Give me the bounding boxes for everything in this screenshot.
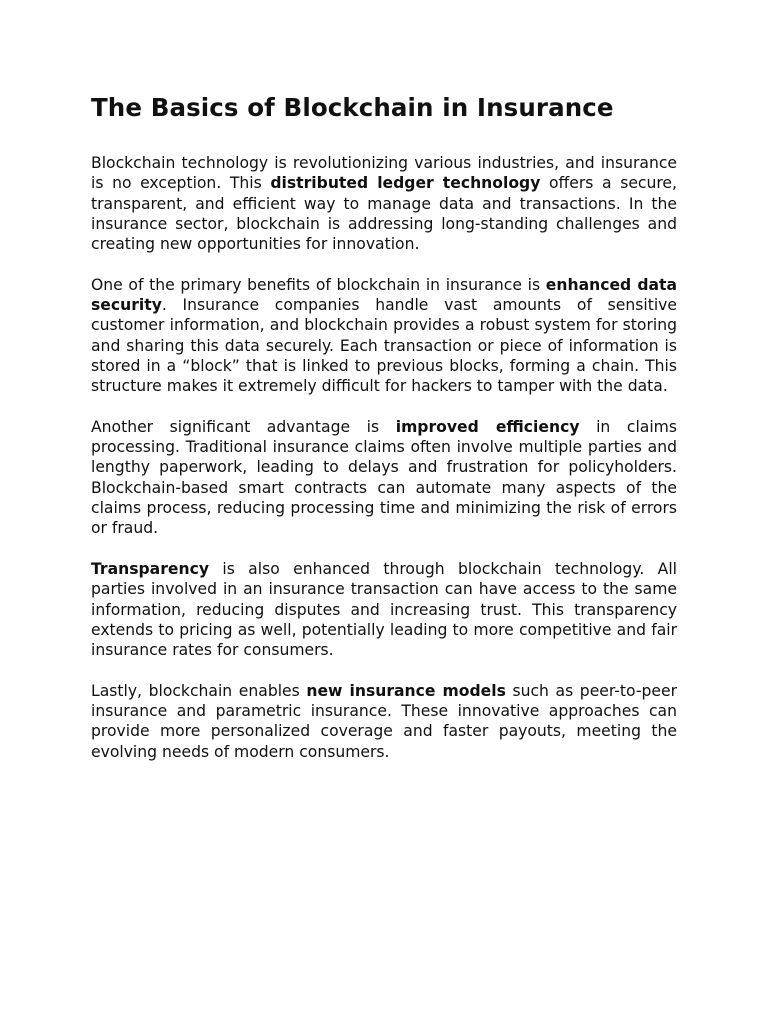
- paragraph-text: Blockchain technology is revolutionizing various industries, and insurance is no exception. This: [91, 154, 677, 193]
- paragraph-transparency: [91, 559, 677, 660]
- paragraph-new-models: [91, 681, 677, 762]
- paragraph-efficiency: [91, 417, 677, 539]
- bold-term-improved-efficiency: improved efficiency: [395, 417, 580, 436]
- page-title: The Basics of Blockchain in Insurance: [91, 93, 614, 122]
- bold-term-distributed-ledger: distributed ledger technology: [270, 174, 541, 193]
- paragraph-text: offers a secure, transparent, and efficient way to manage data and transactions. In the insurance sector, blockchain is addressing long-standing challenges and creating new opportunities for innovation.: [91, 174, 677, 254]
- paragraph-text: . Insurance companies handle vast amounts of sensitive customer information, and blockchain provides a robust system for storing and sharing this data securely. Each transaction or piece of information is stored in a “block” that is linked to previous blocks, forming a chain. This structure makes it extremely difficult for hackers to tamper with the data.: [91, 296, 677, 396]
- document-page: [91, 91, 677, 782]
- paragraph-text: is also enhanced through blockchain technology. All parties involved in an insurance transaction can have access to the same information, reducing disputes and increasing trust. This transparency extends to pricing as well, potentially leading to more competitive and fair insurance rates for consumers.: [91, 559, 677, 660]
- paragraph-text: Another significant advantage is: [91, 417, 396, 436]
- paragraph-text: such as peer-to-peer insurance and parametric insurance. These innovative approaches can provide more personalized coverage and faster payouts, meeting the evolving needs of modern consumers.: [91, 681, 677, 761]
- paragraph-text: One of the primary benefits of blockchain in insurance is: [91, 275, 546, 294]
- paragraph-text: in claims processing. Traditional insurance claims often involve multiple parties and lengthy paperwork, leading to delays and frustration for policyholders. Blockchain-based smart contracts can automate many aspects of the claims process, reducing processing time and minimizing the risk of errors or fraud.: [91, 417, 677, 538]
- paragraph-text: Lastly, blockchain enables: [91, 681, 307, 700]
- bold-term-new-insurance-models: new insurance models: [306, 681, 506, 700]
- bold-term-transparency: Transparency: [91, 559, 209, 578]
- paragraph-intro: [91, 153, 677, 254]
- bold-term-enhanced-data-security: enhanced data security: [91, 275, 677, 315]
- paragraph-data-security: [91, 275, 677, 397]
